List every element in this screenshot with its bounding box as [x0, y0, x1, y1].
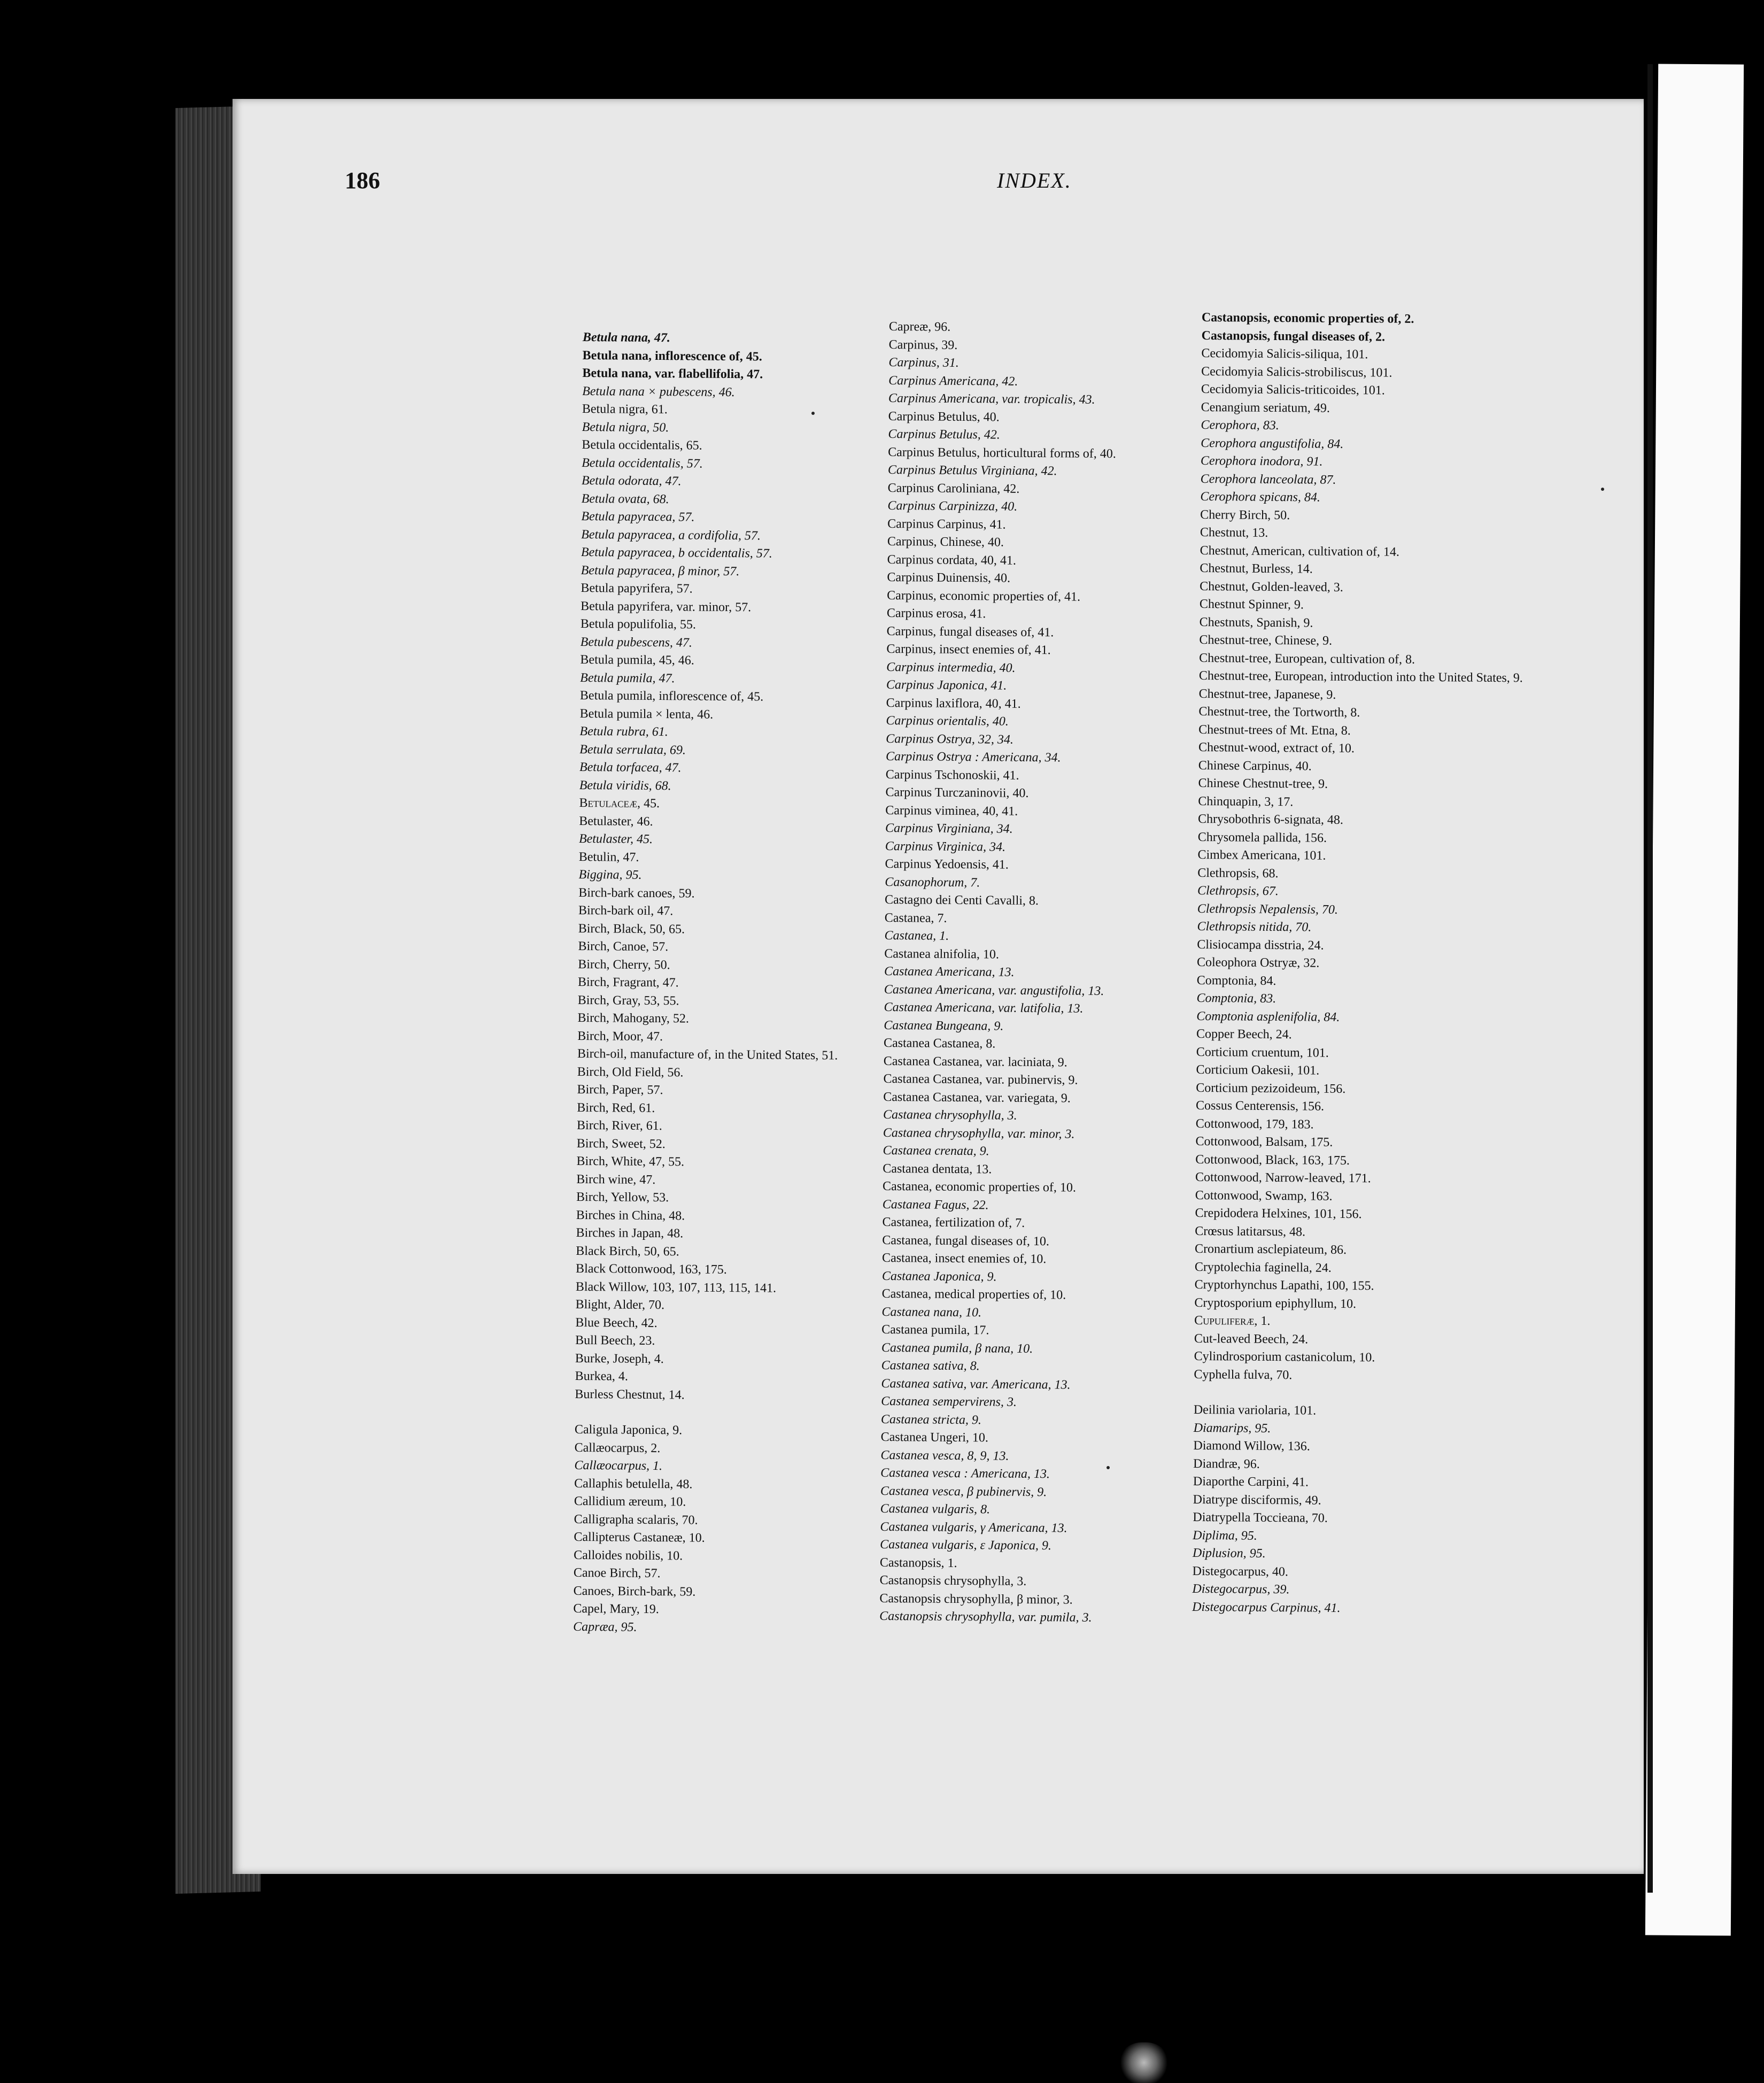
index-entry: Carpinus, fungal diseases of, 41.	[886, 624, 1054, 639]
index-entry: Castanopsis, 1.	[879, 1555, 957, 1570]
index-entry: Birch, Fragrant, 47.	[577, 975, 679, 990]
index-entry: Cottonwood, 179, 183.	[1195, 1116, 1314, 1132]
index-entry: Diatrypella Toccieana, 70.	[1193, 1510, 1328, 1525]
page-header	[0, 167, 1764, 204]
index-entry: Castanea vulgaris, 8.	[880, 1501, 991, 1517]
index-entry: Betula papyracea, 57.	[581, 509, 695, 524]
index-entry: Castanopsis chrysophylla, var. pumila, 3.	[879, 1609, 1092, 1625]
index-entry: Castanea Castanea, var. variegata, 9.	[883, 1090, 1071, 1106]
index-entry: Chestnut-tree, Chinese, 9.	[1199, 632, 1333, 648]
index-entry: Betula odorata, 47.	[581, 473, 682, 489]
index-entry: Cecidomyia Salicis-siliqua, 101.	[1201, 346, 1368, 362]
index-entry: Clethropsis nitida, 70.	[1197, 919, 1312, 935]
index-entry: Betula viridis, 68.	[579, 778, 671, 793]
index-entry: Crœsus latitarsus, 48.	[1195, 1224, 1306, 1239]
index-entry: Betula populifolia, 55.	[580, 616, 697, 632]
index-entry: Castanea vesca : Americana, 13.	[880, 1465, 1050, 1482]
index-entry: Callaphis betulella, 48.	[574, 1476, 693, 1492]
index-entry: Castanea sativa, var. Americana, 13.	[881, 1376, 1071, 1392]
index-entry: Calloides nobilis, 10.	[574, 1548, 683, 1563]
index-entry: Carpinus Tschonoskii, 41.	[885, 767, 1019, 783]
index-entry: Castanea sativa, 8.	[881, 1358, 980, 1374]
index-entry: Castanea vesca, 8, 9, 13.	[880, 1448, 1009, 1463]
index-entry: Carpinus Japonica, 41.	[886, 677, 1007, 693]
index-entry: Black Cottonwood, 163, 175.	[576, 1261, 727, 1277]
index-entry: Carpinus, 39.	[888, 337, 958, 352]
index-entry: Chestnut-tree, Japanese, 9.	[1198, 686, 1336, 702]
index-entry: Cottonwood, Balsam, 175.	[1195, 1134, 1333, 1149]
index-entry: Comptonia, 84.	[1196, 973, 1276, 988]
print-speck	[811, 412, 815, 415]
index-entry: Betula nana, var. flabellifolia, 47.	[582, 366, 763, 382]
index-entry: Bull Beech, 23.	[575, 1333, 655, 1348]
index-entry: Castanea vesca, β pubinervis, 9.	[880, 1484, 1047, 1499]
index-entry: Castanea vulgaris, ε Japonica, 9.	[880, 1537, 1052, 1553]
print-speck	[1601, 488, 1604, 491]
index-entry: Biggina, 95.	[578, 867, 642, 882]
index-entry: Birch, Mahogany, 52.	[577, 1010, 690, 1026]
index-entry: Carpinus Caroliniana, 42.	[887, 481, 1020, 496]
index-entry: Cyphella fulva, 70.	[1194, 1367, 1293, 1382]
index-entry: Betula ovata, 68.	[581, 491, 669, 506]
index-entry: Distegocarpus, 40.	[1192, 1564, 1289, 1579]
index-column-2	[879, 318, 1210, 1628]
index-entry: Burke, Joseph, 4.	[575, 1351, 664, 1366]
index-entry: Castanea vulgaris, γ Americana, 13.	[880, 1519, 1067, 1536]
index-entry: Corticium pezizoideum, 156.	[1196, 1081, 1346, 1096]
index-entry: Comptonia asplenifolia, 84.	[1196, 1009, 1340, 1024]
index-entry: Carpinus, economic properties of, 41.	[887, 588, 1081, 604]
index-entry: Black Birch, 50, 65.	[576, 1244, 679, 1259]
index-entry: Carpinus Turczaninovii, 40.	[885, 785, 1029, 800]
index-entry: Cupuliferæ, 1.	[1194, 1313, 1271, 1328]
index-entry: Cherry Birch, 50.	[1200, 507, 1290, 522]
index-entry: Betula pumila, inflorescence of, 45.	[579, 688, 764, 704]
index-entry: Carpinus Carpinizza, 40.	[887, 498, 1018, 514]
index-entry: Betula pumila, 47.	[580, 670, 675, 685]
index-entry: Castanea, 7.	[884, 911, 947, 925]
index-entry: Crepidodera Helxines, 101, 156.	[1195, 1206, 1362, 1222]
index-entry: Corticium Oakesii, 101.	[1196, 1062, 1320, 1078]
index-entry: Black Willow, 103, 107, 113, 115, 141.	[575, 1279, 777, 1295]
index-entry: Cenangium seriatum, 49.	[1201, 400, 1330, 415]
index-entry: Birch, Sweet, 52.	[576, 1136, 666, 1151]
index-entry: Carpinus Ostrya, 32, 34.	[886, 731, 1014, 747]
running-head: INDEX.	[997, 168, 1072, 192]
index-entry: Callipterus Castaneæ, 10.	[574, 1530, 705, 1545]
index-entry: Corticium cruentum, 101.	[1196, 1045, 1329, 1060]
index-entry: Birch, Cherry, 50.	[578, 957, 670, 972]
index-entry: Birch, Paper, 57.	[577, 1082, 663, 1098]
index-entry: Betula papyracea, β minor, 57.	[581, 563, 740, 578]
index-entry: Chrysobothris 6-signata, 48.	[1197, 812, 1344, 827]
index-entry: Calligrapha scalaris, 70.	[574, 1512, 698, 1527]
index-entry: Castanea stricta, 9.	[880, 1412, 982, 1427]
index-entry: Betula nana × pubescens, 46.	[582, 384, 735, 399]
index-entry: Carpinus Carpinus, 41.	[887, 516, 1006, 532]
index-entry: Castanea Bungeana, 9.	[884, 1018, 1004, 1033]
index-entry: Birch, Black, 50, 65.	[578, 921, 685, 936]
index-entry: Betula nana, 47.	[582, 330, 671, 345]
index-entry: Carpinus Betulus Virginiana, 42.	[887, 462, 1057, 479]
index-entry: Betulaster, 45.	[578, 831, 653, 846]
index-entry: Castanea, fungal diseases of, 10.	[882, 1233, 1050, 1248]
index-entry: Birch-bark canoes, 59.	[578, 885, 695, 901]
index-entry: Betula papyrifera, 57.	[581, 581, 693, 596]
index-entry: Clethropsis Nepalensis, 70.	[1197, 901, 1338, 917]
index-entry: Chestnut-tree, European, cultivation of, 8.	[1199, 651, 1415, 667]
index-entry: Betula pubescens, 47.	[580, 635, 693, 650]
index-entry: Cryptosporium epiphyllum, 10.	[1194, 1295, 1357, 1311]
index-entry: Cottonwood, Narrow-leaved, 171.	[1195, 1170, 1371, 1186]
page-number: 186	[345, 167, 380, 194]
index-entry: Carpinus erosa, 41.	[886, 606, 986, 621]
index-entry: Diandræ, 96.	[1193, 1456, 1260, 1471]
index-entry: Coleophora Ostryæ, 32.	[1196, 955, 1320, 970]
index-entry: Carpinus Duinensis, 40.	[887, 570, 1011, 585]
index-entry: Carpinus Americana, 42.	[888, 373, 1018, 389]
index-entry: Chestnut, American, cultivation of, 14.	[1200, 543, 1400, 559]
index-entry: Castanea nana, 10.	[881, 1305, 982, 1320]
index-entry: Castanea crenata, 9.	[883, 1143, 989, 1159]
index-column-1	[573, 329, 903, 1638]
index-entry: Carpinus Yedoensis, 41.	[885, 857, 1009, 872]
index-entry: Castanopsis chrysophylla, 3.	[879, 1573, 1027, 1588]
index-entry: Castanea Ungeri, 10.	[880, 1430, 989, 1445]
index-entry: Carpinus Americana, var. tropicalis, 43.	[888, 391, 1095, 407]
index-entry: Chestnuts, Spanish, 9.	[1199, 615, 1313, 630]
index-entry: Betula pumila, 45, 46.	[580, 652, 694, 668]
index-entry: Carpinus orientalis, 40.	[886, 713, 1009, 729]
index-entry: Castanea Fagus, 22.	[882, 1197, 989, 1212]
index-entry: Clethropsis, 67.	[1197, 883, 1279, 899]
index-entry: Castanea pumila, 17.	[881, 1322, 989, 1338]
index-entry: Birch, Moor, 47.	[577, 1029, 663, 1044]
index-entry: Betula nigra, 50.	[582, 420, 669, 435]
index-entry: Cerophora lanceolata, 87.	[1200, 472, 1336, 487]
index-entry: Capel, Mary, 19.	[573, 1601, 659, 1617]
index-entry: Birch, Red, 61.	[577, 1100, 655, 1115]
index-entry: Betula nigra, 61.	[582, 402, 668, 417]
index-entry: Distegocarpus, 39.	[1192, 1581, 1290, 1597]
index-entry: Cerophora inodora, 91.	[1200, 453, 1323, 469]
print-speck	[1107, 1466, 1110, 1469]
index-entry: Chestnut-wood, extract of, 10.	[1198, 740, 1355, 756]
index-entry: Betula papyracea, b occidentalis, 57.	[581, 545, 772, 561]
index-entry: Castanea Americana, var. angustifolia, 13.	[884, 982, 1104, 998]
index-entry: Betula pumila × lenta, 46.	[579, 706, 714, 722]
index-entry: Birch, White, 47, 55.	[576, 1154, 685, 1169]
index-entry: Chestnut, 13.	[1200, 525, 1268, 540]
index-entry: Chestnut-tree, the Tortworth, 8.	[1198, 704, 1360, 720]
index-entry: Castanea chrysophylla, 3.	[883, 1107, 1017, 1123]
index-entry: Chinese Carpinus, 40.	[1198, 758, 1312, 774]
index-entry: Caligula Japonica, 9.	[574, 1422, 683, 1438]
index-entry: Betulaster, 46.	[579, 814, 653, 829]
index-entry: Burkea, 4.	[575, 1369, 629, 1384]
index-entry: Carpinus Ostrya : Americana, 34.	[885, 749, 1061, 765]
index-entry: Betula papyracea, a cordifolia, 57.	[581, 527, 761, 543]
index-entry: Carpinus Betulus, 40.	[888, 409, 1000, 425]
index-entry: Comptonia, 83.	[1196, 991, 1276, 1006]
index-entry: Betula occidentalis, 57.	[582, 456, 703, 471]
gutter-shadow	[1647, 64, 1653, 1893]
index-entry: Cryptolechia faginella, 24.	[1194, 1260, 1332, 1275]
index-entry: Blue Beech, 42.	[575, 1315, 657, 1330]
index-entry: Diaporthe Carpini, 41.	[1193, 1474, 1309, 1490]
index-entry: Chrysomela pallida, 156.	[1197, 830, 1327, 845]
index-entry: Carpinus, Chinese, 40.	[887, 534, 1004, 550]
index-entry: Betula nana, inflorescence of, 45.	[582, 348, 762, 364]
index-entry: Birch wine, 47.	[576, 1172, 656, 1187]
index-entry: Castanea dentata, 13.	[883, 1161, 992, 1176]
index-entry: Betulaceæ, 45.	[579, 796, 660, 811]
index-entry: Callidium æreum, 10.	[574, 1494, 686, 1509]
index-entry: Castanea Americana, 13.	[884, 964, 1015, 979]
index-entry: Carpinus laxiflora, 40, 41.	[886, 696, 1021, 711]
index-entry: Cut-leaved Beech, 24.	[1194, 1331, 1309, 1347]
index-entry: Betula serrulata, 69.	[579, 742, 686, 757]
index-entry: Betula occidentalis, 65.	[582, 437, 702, 453]
index-entry: Carpinus intermedia, 40.	[886, 660, 1016, 675]
index-entry: Carpinus Virginica, 34.	[885, 839, 1006, 854]
index-entry: Clisiocampa disstria, 24.	[1197, 937, 1324, 953]
index-entry: Castanopsis, economic properties of, 2.	[1201, 310, 1414, 326]
index-entry: Callæocarpus, 1.	[574, 1458, 663, 1473]
index-entry: Birch, Yellow, 53.	[576, 1190, 669, 1205]
index-entry: Castanea Castanea, var. laciniata, 9.	[883, 1054, 1067, 1069]
index-entry: Carpinus, 31.	[888, 355, 959, 370]
scanner-artifact	[1120, 2042, 1168, 2083]
index-entry: Castanea Castanea, var. pubinervis, 9.	[883, 1071, 1078, 1087]
index-entry: Chinese Chestnut-tree, 9.	[1198, 776, 1328, 791]
index-entry: Chestnut, Golden-leaved, 3.	[1200, 579, 1343, 595]
index-entry: Castanea, fertilization of, 7.	[882, 1215, 1025, 1230]
index-column-3	[1192, 309, 1533, 1618]
index-entry: Betula papyrifera, var. minor, 57.	[581, 599, 752, 614]
index-entry: Callæocarpus, 2.	[574, 1440, 661, 1455]
index-entry: Betula rubra, 61.	[579, 724, 668, 739]
index-entry: Chestnut-tree, European, introduction into the United States, 9.	[1198, 668, 1523, 685]
index-entry: Chestnut-trees of Mt. Etna, 8.	[1198, 722, 1351, 738]
index-entry: Betula torfacea, 47.	[579, 760, 682, 775]
facing-page-edge	[1645, 64, 1744, 1935]
index-entry: Castagno dei Centi Cavalli, 8.	[884, 892, 1039, 908]
index-entry: Capræa, 95.	[573, 1619, 637, 1634]
index-entry: Canoes, Birch-bark, 59.	[573, 1584, 696, 1599]
index-entry: Birch, Old Field, 56.	[577, 1064, 684, 1079]
index-entry: Castanea pumila, β nana, 10.	[881, 1340, 1033, 1356]
index-entry: Deilinia variolaria, 101.	[1193, 1402, 1317, 1418]
index-entry: Cerophora spicans, 84.	[1200, 489, 1320, 505]
index-entry: Birch-oil, manufacture of, in the United States, 51.	[577, 1046, 838, 1063]
index-entry: Birches in Japan, 48.	[576, 1225, 684, 1241]
index-entry: Carpinus Betulus, horticultural forms of, 40.	[888, 445, 1116, 461]
index-entry: Castanea, 1.	[884, 928, 949, 943]
index-entry: Cerophora, 83.	[1201, 418, 1279, 433]
index-entry: Birch, Gray, 53, 55.	[577, 993, 679, 1008]
index-entry: Cecidomyia Salicis-triticoides, 101.	[1201, 382, 1385, 398]
index-entry: Carpinus Betulus, 42.	[888, 427, 1000, 442]
index-entry: Chinquapin, 3, 17.	[1198, 794, 1294, 809]
index-entry: Copper Beech, 24.	[1196, 1027, 1292, 1042]
index-entry: Diamond Willow, 136.	[1193, 1438, 1310, 1454]
index-entry: Clethropsis, 68.	[1197, 866, 1279, 881]
index-entry: Castanea Japonica, 9.	[881, 1269, 997, 1284]
index-entry: Cottonwood, Black, 163, 175.	[1195, 1152, 1350, 1168]
index-entry: Diatrype disciformis, 49.	[1193, 1492, 1321, 1508]
index-entry: Cossus Centerensis, 156.	[1195, 1098, 1325, 1114]
index-entry: Canoe Birch, 57.	[573, 1565, 661, 1581]
index-entry: Diamarips, 95.	[1193, 1421, 1271, 1436]
index-entry: Cerophora angustifolia, 84.	[1201, 436, 1344, 451]
index-entry: Castanea, economic properties of, 10.	[883, 1179, 1077, 1195]
index-entry: Chestnut Spinner, 9.	[1199, 597, 1304, 612]
index-entry: Cimbex Americana, 101.	[1197, 847, 1326, 863]
index-entry: Castanea, insect enemies of, 10.	[882, 1251, 1047, 1267]
index-entry: Chestnut, Burless, 14.	[1200, 561, 1313, 576]
index-entry: Cecidomyia Salicis-strobiliscus, 101.	[1201, 364, 1392, 380]
index-entry: Castanea sempervirens, 3.	[881, 1394, 1017, 1409]
index-entry: Burless Chestnut, 14.	[575, 1387, 685, 1402]
index-entry: Cryptorhynchus Lapathi, 100, 155.	[1194, 1277, 1374, 1293]
index-entry: Casanophorum, 7.	[885, 875, 980, 890]
index-entry: Castanea Americana, var. latifolia, 13.	[884, 1000, 1084, 1016]
index-entry: Cronartium asclepiateum, 86.	[1195, 1241, 1347, 1257]
index-entry: Cottonwood, Swamp, 163.	[1195, 1188, 1333, 1203]
index-entry: Capreæ, 96.	[888, 319, 951, 334]
index-entry: Birch, Canoe, 57.	[578, 939, 669, 954]
index-entry: Birch-bark oil, 47.	[578, 903, 674, 919]
index-entry: Castanopsis, fungal diseases of, 2.	[1201, 328, 1386, 344]
index-entry: Birch, River, 61.	[576, 1118, 662, 1133]
index-entry: Castanea alnifolia, 10.	[884, 946, 999, 962]
index-entry: Blight, Alder, 70.	[575, 1297, 665, 1313]
index-entry: Diplusion, 95.	[1192, 1546, 1266, 1561]
index-entry: Carpinus viminea, 40, 41.	[885, 803, 1018, 819]
index-entry: Castanea chrysophylla, var. minor, 3.	[883, 1125, 1075, 1141]
index-entry: Castanea Castanea, 8.	[883, 1036, 996, 1051]
index-entry: Cylindrosporium castanicolum, 10.	[1194, 1349, 1375, 1365]
index-entry: Birches in China, 48.	[576, 1208, 685, 1223]
index-entry: Carpinus, insect enemies of, 41.	[886, 642, 1051, 658]
index-entry: Castanopsis chrysophylla, β minor, 3.	[879, 1591, 1073, 1607]
index-entry: Betulin, 47.	[578, 850, 639, 865]
index-entry: Castanea, medical properties of, 10.	[881, 1286, 1066, 1302]
index-entry: Carpinus Virginiana, 34.	[885, 821, 1013, 836]
index-entry: Distegocarpus Carpinus, 41.	[1192, 1600, 1341, 1615]
index-entry: Carpinus cordata, 40, 41.	[887, 552, 1017, 568]
index-entry: Diplima, 95.	[1193, 1528, 1257, 1543]
